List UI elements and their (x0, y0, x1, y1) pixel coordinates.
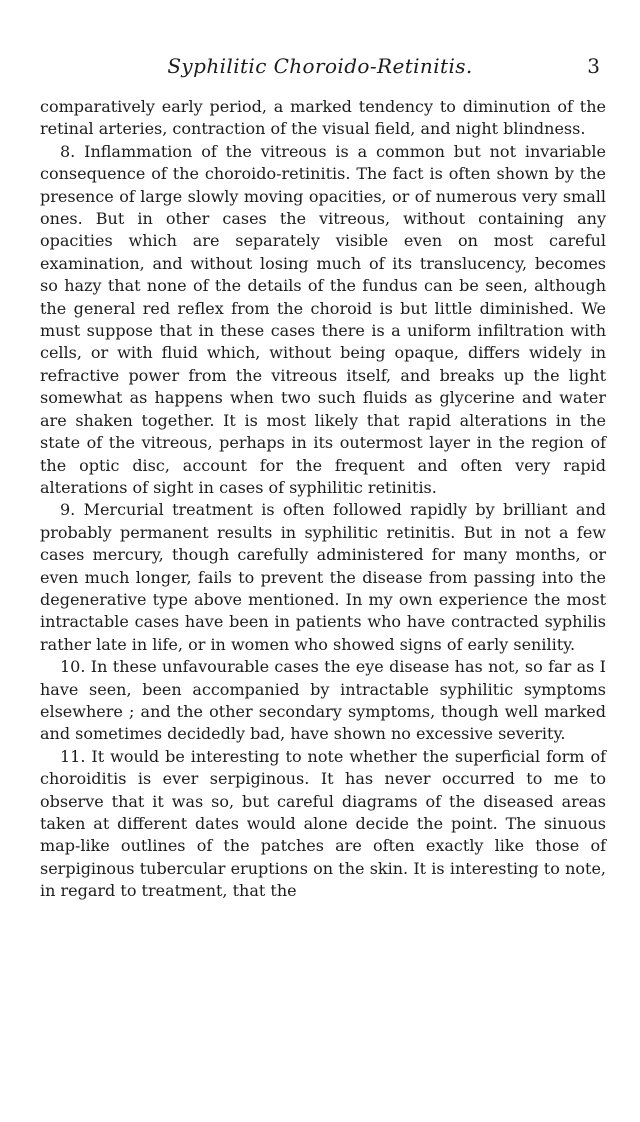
page-header (40, 54, 600, 82)
paragraph-10: 10. In these unfavourable cases the eye disease has not, so far as I have seen, been accompanied by intractable syphilitic symptoms elsewhere ; and the other secondary symptoms, though well marked and sometimes decidedly bad, have shown no excessive severity. (40, 657, 606, 744)
body-text (40, 96, 606, 903)
paragraph-9: 9. Mercurial treatment is often followed rapidly by brilliant and probably permanent results in syphilitic retinitis. But in not a few cases mercury, though carefully administered for many months, or even much longer, fails to prevent the disease from passing into the degenerative type above mentioned. In my own experience the most intractable cases have been in patients who have contracted syphilis rather late in life, or in women who showed signs of early senility. (40, 500, 606, 654)
paragraph-continuation: comparatively early period, a marked tendency to diminution of the retinal arteries, contraction of the visual field, and night blindness. (40, 97, 606, 139)
paragraph-11: 11. It would be interesting to note whether the superficial form of choroiditis is ever serpiginous. It has never occurred to me to observe that it was so, but careful diagrams of the diseased areas taken at different dates would alone decide the point. The sinuous map-like outlines of the patches are often exactly like those of serpiginous tubercular eruptions on the skin. It is interesting to note, in regard to treatment, that the (40, 746, 606, 901)
running-title: Syphilitic Choroido-Retinitis. (167, 54, 473, 78)
paragraph-8: 8. Inflammation of the vitreous is a common but not invariable consequence of the choroido-retinitis. The fact is often shown by the presence of large slowly moving opacities, or of numerous very small ones. But in other cases the vitreous, without containing any opacities which are separately visible even on most careful examination, and without losing much of its translucency, becomes so hazy that none of the details of the fundus can be seen, although the general red reflex from the choroid is but little diminished. We must suppose that in these cases there is a uniform infiltration with cells, or with fluid which, without being opaque, differs widely in refractive power from the vitreous itself, and breaks up the light somewhat as happens when two such fluids as glycerine and water are shaken together. It is most likely that rapid alterations in the state of the vitreous, perhaps in its outermost layer in the region of the optic disc, account for the frequent and often very rapid alterations of sight in cases of syphilitic retinitis. (40, 141, 606, 497)
page-number: 3 (587, 54, 600, 78)
